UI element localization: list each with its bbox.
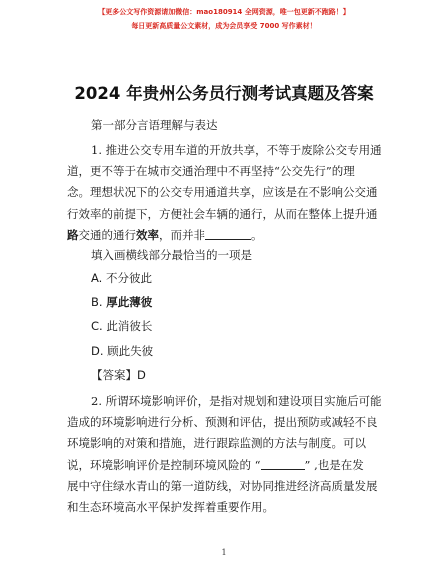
q1-line: 念。理想状况下的公交专用通道共享，应该是在不影响公交通 <box>67 185 378 200</box>
option-text: 厚此薄彼 <box>106 295 153 309</box>
option-letter: D. <box>91 344 104 358</box>
option-letter: B. <box>91 295 103 309</box>
q1-line: 路交通的通行效率，而并非 。 <box>67 227 263 242</box>
section-heading: 第一部分言语理解与表达 <box>91 118 218 132</box>
option-text: 顾此失彼 <box>107 344 154 358</box>
q1-line: 1. 推进公交专用车道的开放共享，不等于废除公交专用通 <box>91 143 382 157</box>
answer-value: D <box>137 368 146 382</box>
promo-banner-line2: 每日更新高质量公文素材，成为会员享受 7000 写作素材！ <box>131 22 317 30</box>
option-text: 不分彼此 <box>105 271 152 285</box>
q1-line: 行效率的前提下，方便社会车辆的通行，从而在整体上提升通 <box>67 206 378 221</box>
q2-line: 说，环境影响评价是控制环境风险的 “ ” ,也是在发 <box>67 457 364 472</box>
document-title: 2024 年贵州公务员行测考试真题及答案 <box>74 84 374 103</box>
option-d <box>91 343 153 359</box>
option-b <box>91 294 152 310</box>
answer-label: 【答案】 <box>91 368 137 382</box>
q1-prompt: 填入画横线部分最恰当的一项是 <box>91 248 252 262</box>
q2-line: 2. 所谓环境影响评价，是指对规划和建设项目实施后可能 <box>91 394 382 408</box>
q1-bold-efficiency: 效率 <box>136 227 159 242</box>
promo-banner-line1: 【更多公文写作资源请加微信：mao180914 全网资源，唯一包更新不跑路！】 <box>98 8 350 16</box>
q2-line: 环境影响的对策和措施，进行跟踪监测的方法与制度。可以 <box>67 436 366 451</box>
q1-blank <box>205 228 251 240</box>
option-letter: C. <box>91 319 103 333</box>
question-2 <box>67 391 387 518</box>
q2-blank <box>261 458 305 470</box>
option-a <box>91 270 152 286</box>
page-number: 1 <box>221 548 227 557</box>
question-1 <box>67 140 387 246</box>
q2-line: 造成的环境影响进行分析、预测和评估，提出预防或减轻不良 <box>67 415 378 430</box>
option-c <box>91 318 152 334</box>
option-letter: A. <box>91 271 103 285</box>
option-text: 此消彼长 <box>106 319 153 333</box>
q2-line: 展中守住绿水青山的第一道防线，对协同推进经济高质量发展 <box>67 478 378 493</box>
q2-line: 和生态环境高水平保护发挥着重要作用。 <box>67 500 274 515</box>
q1-bold-road: 路 <box>67 227 79 242</box>
answer-line <box>91 367 146 383</box>
q1-line: 道，更不等于在城市交通治理中不再坚持“公交先行”的理 <box>67 164 355 179</box>
